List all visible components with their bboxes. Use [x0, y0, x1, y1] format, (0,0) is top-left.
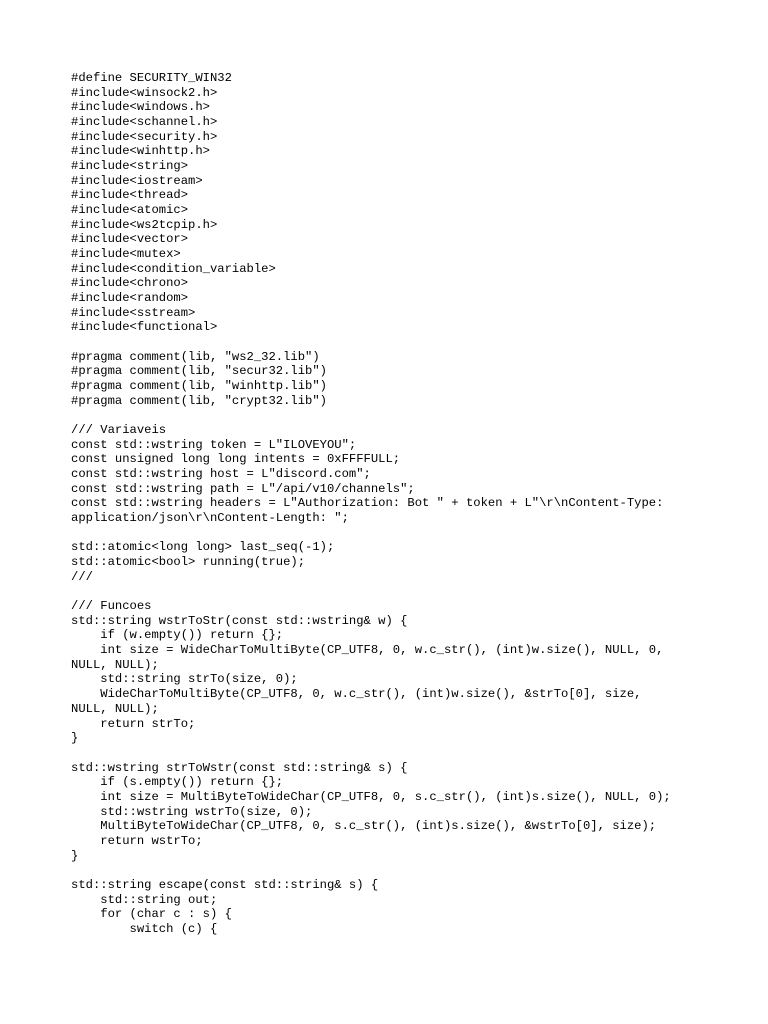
code-line: for (char c : s) { — [71, 907, 232, 922]
code-line: #include<security.h> — [71, 129, 218, 144]
code-line: WideCharToMultiByte(CP_UTF8, 0, w.c_str(), (int)w.size(), &strTo[0], size, — [71, 687, 642, 702]
code-line: #include<sstream> — [71, 305, 196, 320]
code-line: #include<windows.h> — [71, 100, 210, 115]
code-line: #include<atomic> — [71, 203, 189, 218]
blank-line — [71, 408, 711, 423]
code-line: NULL, NULL); — [71, 701, 159, 716]
code-line: if (s.empty()) return {}; — [71, 775, 284, 790]
code-line: int size = WideCharToMultiByte(CP_UTF8, 0, w.c_str(), (int)w.size(), NULL, 0, — [71, 643, 664, 658]
code-line: std::wstring strToWstr(const std::string& s) { — [71, 760, 408, 775]
code-line: std::atomic<long long> last_seq(-1); — [71, 540, 335, 555]
code-line: #include<winsock2.h> — [71, 85, 218, 100]
code-line: NULL, NULL); — [71, 657, 159, 672]
blank-line — [71, 746, 711, 761]
code-line: MultiByteToWideChar(CP_UTF8, 0, s.c_str(), (int)s.size(), &wstrTo[0], size); — [71, 819, 657, 834]
code-line: std::string strTo(size, 0); — [71, 672, 298, 687]
code-line: const std::wstring token = L"ILOVEYOU"; — [71, 437, 357, 452]
blank-line — [71, 526, 711, 541]
code-line: #include<chrono> — [71, 276, 189, 291]
code-line: std::wstring wstrTo(size, 0); — [71, 804, 313, 819]
blank-line — [71, 863, 711, 878]
blank-line — [71, 584, 711, 599]
code-line: int size = MultiByteToWideChar(CP_UTF8, 0, s.c_str(), (int)s.size(), NULL, 0); — [71, 789, 671, 804]
code-line: #include<schannel.h> — [71, 115, 218, 130]
code-line: /// Variaveis — [71, 423, 167, 438]
code-line: #include<thread> — [71, 188, 189, 203]
code-line: const std::wstring headers = L"Authorization: Bot " + token + L"\r\nContent-Type: — [71, 496, 664, 511]
code-line: /// Funcoes — [71, 599, 152, 614]
code-line: return wstrTo; — [71, 833, 203, 848]
code-line: #include<winhttp.h> — [71, 144, 210, 159]
code-line: #include<condition_variable> — [71, 261, 276, 276]
code-line: std::string escape(const std::string& s) { — [71, 877, 379, 892]
code-listing — [71, 71, 711, 937]
code-line: #pragma comment(lib, "secur32.lib") — [71, 364, 327, 379]
code-line: const unsigned long long intents = 0xFFFFULL; — [71, 452, 401, 467]
code-line: std::atomic<bool> running(true); — [71, 555, 306, 570]
code-line: #pragma comment(lib, "winhttp.lib") — [71, 379, 327, 394]
code-line: std::string out; — [71, 892, 218, 907]
code-line: #include<iostream> — [71, 173, 203, 188]
code-line: switch (c) { — [71, 921, 218, 936]
code-line: application/json\r\nContent-Length: "; — [71, 511, 349, 526]
code-line: } — [71, 848, 79, 863]
blank-line — [71, 335, 711, 350]
code-line: /// — [71, 569, 93, 584]
code-line: } — [71, 731, 79, 746]
code-line: return strTo; — [71, 716, 196, 731]
code-line: #include<ws2tcpip.h> — [71, 217, 218, 232]
code-line: const std::wstring host = L"discord.com"; — [71, 467, 371, 482]
code-line: #pragma comment(lib, "crypt32.lib") — [71, 393, 327, 408]
code-line: if (w.empty()) return {}; — [71, 628, 284, 643]
code-line: #include<random> — [71, 291, 189, 306]
code-line: #include<vector> — [71, 232, 189, 247]
code-line: #include<string> — [71, 159, 189, 174]
code-line: const std::wstring path = L"/api/v10/channels"; — [71, 481, 415, 496]
code-line: #pragma comment(lib, "ws2_32.lib") — [71, 349, 320, 364]
code-line: #define SECURITY_WIN32 — [71, 71, 232, 85]
code-line: #include<mutex> — [71, 247, 181, 262]
code-line: #include<functional> — [71, 320, 218, 335]
code-line: std::string wstrToStr(const std::wstring& w) { — [71, 613, 408, 628]
